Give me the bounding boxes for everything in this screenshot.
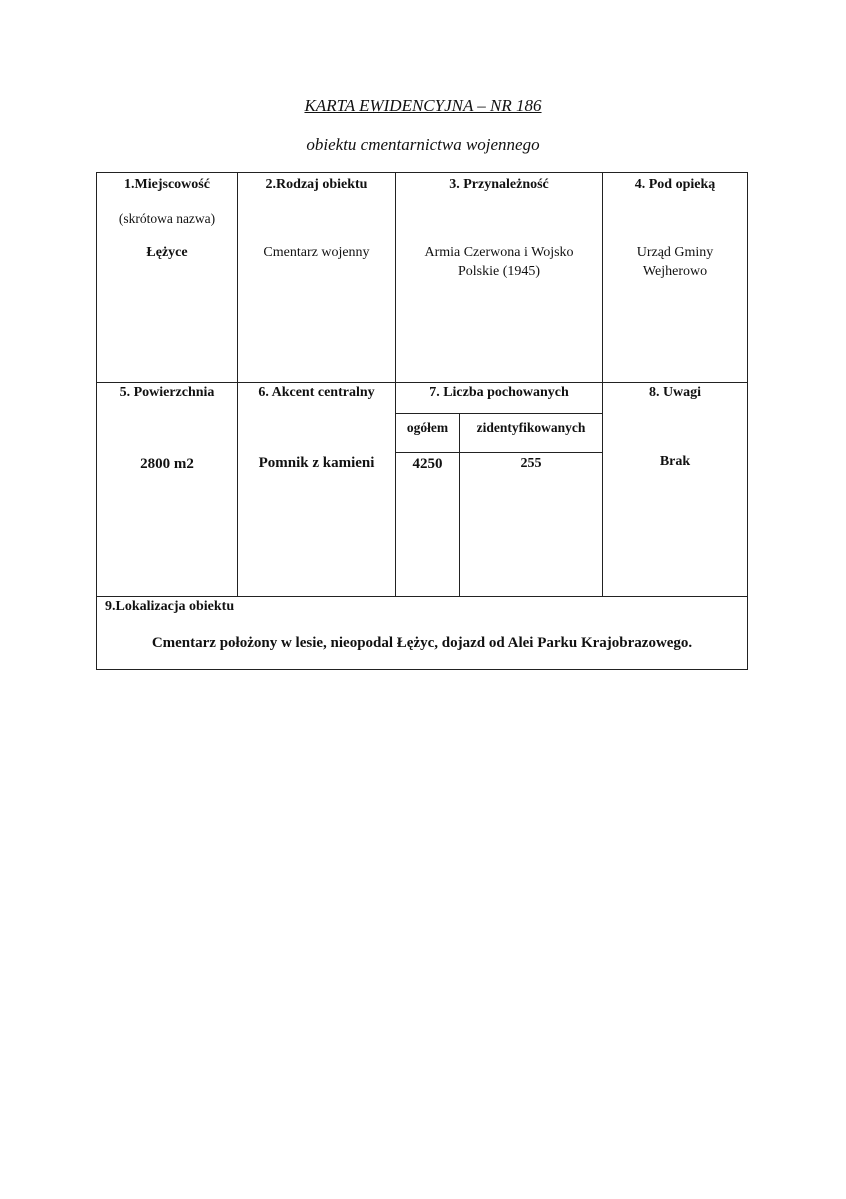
locality-note: (skrótowa nazwa)	[118, 211, 216, 226]
central-accent-label: 6. Akcent centralny	[258, 385, 375, 400]
locality-label: 1.Miejscowość	[124, 177, 210, 192]
custodian-value-line1: Urząd Gminy	[636, 245, 714, 260]
affiliation-value-line2: Polskie (1945)	[457, 264, 541, 279]
location-value: Cmentarz położony w lesie, nieopodal Łężyc, dojazd od Alei Parku Krajobrazowego.	[151, 635, 693, 651]
burials-header-divider	[395, 413, 602, 414]
document-title: KARTA EWIDENCYJNA – NR 186	[304, 96, 542, 115]
burials-subheader-divider	[395, 452, 602, 453]
burials-label: 7. Liczba pochowanych	[429, 385, 569, 400]
location-label: 9.Lokalizacja obiektu	[105, 599, 235, 614]
burials-identified-value: 255	[520, 456, 542, 471]
custodian-label: 4. Pod opieką	[634, 177, 716, 192]
burials-identified-header: zidentyfikowanych	[476, 420, 586, 435]
remarks-label: 8. Uwagi	[648, 385, 702, 400]
area-value: 2800 m2	[140, 456, 194, 472]
affiliation-value-line1: Armia Czerwona i Wojsko	[424, 245, 574, 260]
central-accent-value: Pomnik z kamieni	[258, 455, 375, 471]
locality-value: Łężyce	[146, 245, 188, 260]
object-type-label: 2.Rodzaj obiektu	[265, 177, 368, 192]
record-card-table	[96, 172, 748, 670]
area-label: 5. Powierzchnia	[119, 385, 215, 400]
burials-total-value: 4250	[412, 456, 443, 472]
document-subtitle: obiektu cmentarnictwa wojennego	[306, 135, 540, 154]
affiliation-label: 3. Przynależność	[449, 177, 549, 192]
burials-total-header: ogółem	[406, 420, 449, 435]
object-type-value: Cmentarz wojenny	[263, 245, 370, 260]
remarks-value: Brak	[659, 454, 691, 469]
custodian-value-line2: Wejherowo	[642, 264, 708, 279]
burials-column-divider	[459, 413, 460, 596]
